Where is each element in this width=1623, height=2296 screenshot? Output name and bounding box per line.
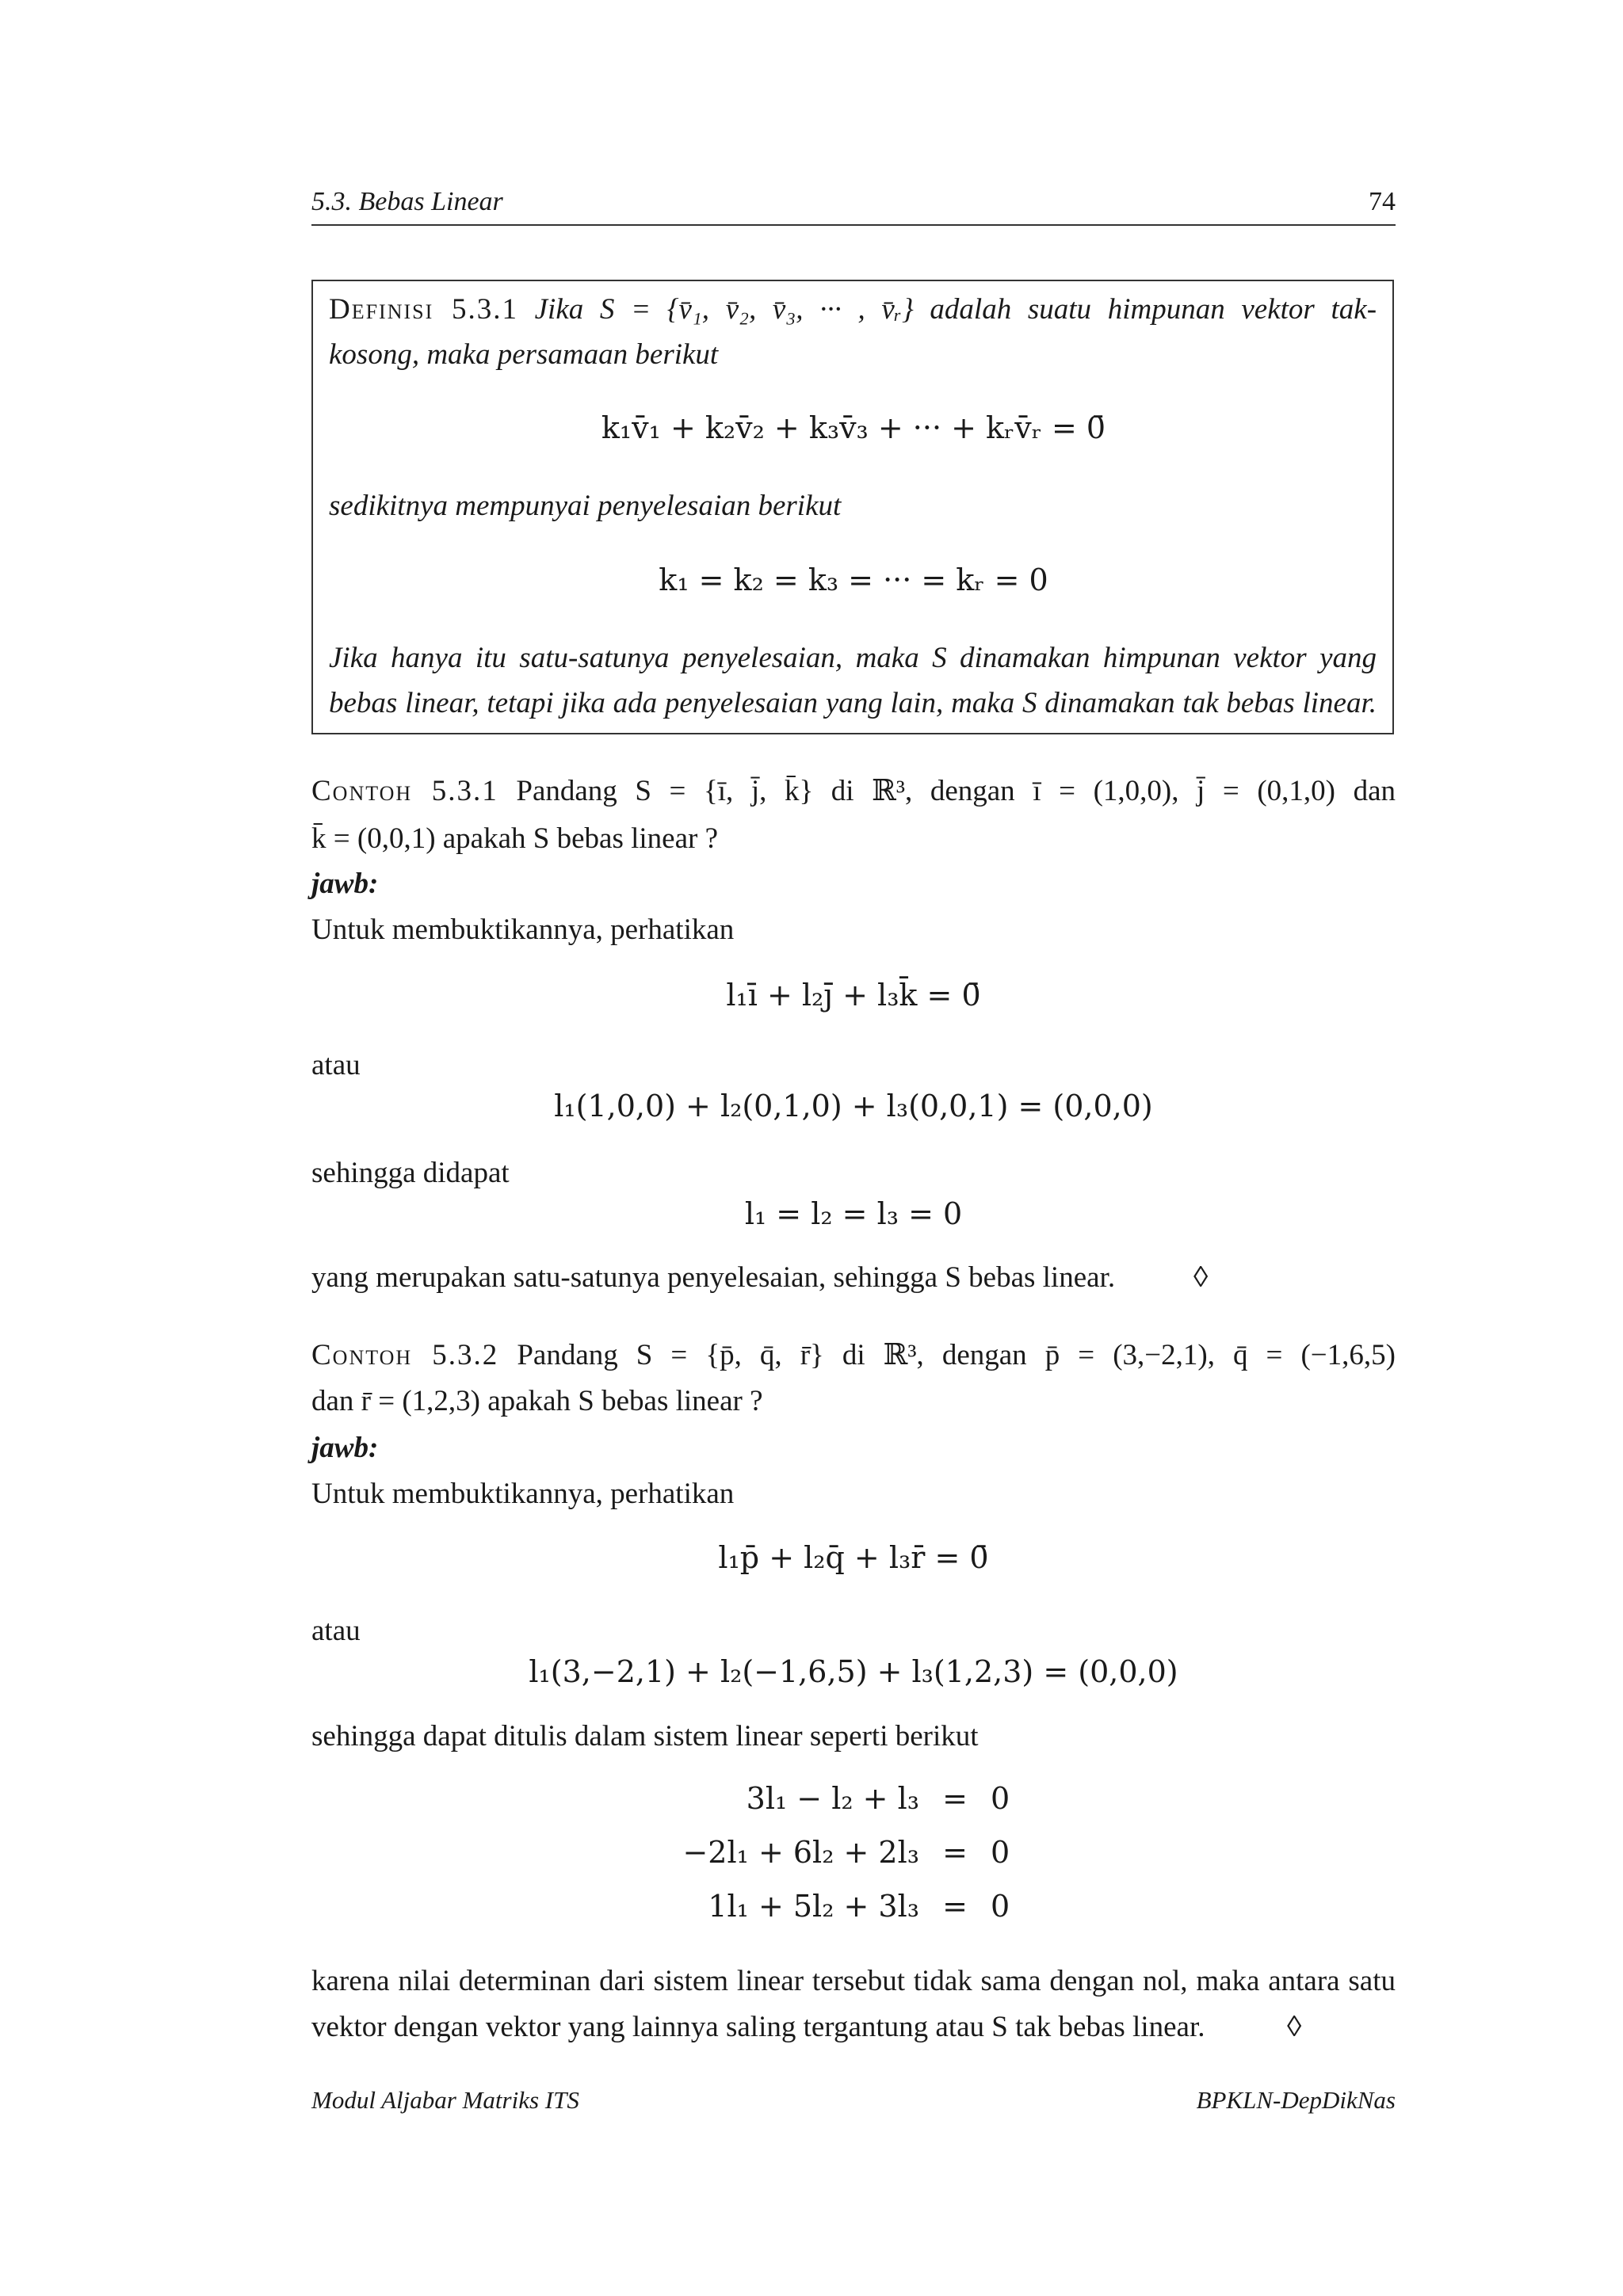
example2-label: Contoh 5.3.2 — [311, 1339, 499, 1371]
example1-conclusion: yang merupakan satu-satunya penyelesaian, sehingga S bebas linear. — [311, 1261, 1116, 1294]
example2-line-3: Untuk membuktikannya, perhatikan — [311, 1478, 735, 1510]
example2-answer-label: jawb: — [311, 1432, 379, 1464]
example1-equation-2: l₁(1,0,0) + l₂(0,1,0) + l₃(0,0,1) = (0,0,0) — [554, 1089, 1153, 1123]
example2-atau: atau — [311, 1615, 361, 1647]
definition-line-2: kosong, maka persamaan berikut — [329, 338, 719, 371]
system-eq: = — [942, 1781, 968, 1816]
example1-text-1: Pandang S = {ī, j̄, k̄} di ℝ³, dengan ī = (1,0,0), j̄ = (0,1,0) dan — [516, 775, 1396, 807]
page-number: 74 — [1369, 187, 1396, 216]
linear-system-table — [682, 1772, 1038, 1933]
footer-left: Modul Aljabar Matriks ITS — [311, 2086, 579, 2114]
running-header-section: 5.3. Bebas Linear — [311, 187, 503, 216]
example2-conclusion-1: karena nilai determinan dari sistem linear tersebut tidak sama dengan nol, maka antara satu — [311, 1965, 1396, 1997]
definition-line-5: bebas linear, tetapi jika ada penyelesaian yang lain, maka S dinamakan tak bebas linear. — [329, 687, 1377, 719]
footer-right: BPKLN-DepDikNas — [1196, 2086, 1396, 2114]
system-row — [682, 1879, 1038, 1933]
example1-line-3: Untuk membuktikannya, perhatikan — [311, 913, 735, 946]
definition-line-1 — [329, 287, 1377, 333]
example1-line-4: sehingga didapat — [311, 1157, 510, 1189]
example2-line-1 — [311, 1333, 1396, 1379]
system-eq: = — [942, 1889, 968, 1924]
definition-line-3: sedikitnya mempunyai penyelesaian berikut — [329, 490, 842, 522]
example1-end-mark: ◊ — [1193, 1261, 1209, 1294]
example1-atau: atau — [311, 1049, 361, 1081]
system-rhs: 0 — [991, 1889, 1010, 1924]
example2-end-mark: ◊ — [1287, 2011, 1302, 2043]
example2-line-2: dan r̄ = (1,2,3) apakah S bebas linear ? — [311, 1385, 763, 1417]
system-lhs: 3l₁ − l₂ + l₃ — [746, 1781, 919, 1816]
example1-equation-3: l₁ = l₂ = l₃ = 0 — [744, 1196, 963, 1231]
system-lhs: −2l₁ + 6l₂ + 2l₃ — [682, 1835, 919, 1870]
system-rhs: 0 — [991, 1781, 1010, 1816]
system-eq: = — [942, 1835, 968, 1870]
definition-line-4: Jika hanya itu satu-satunya penyelesaian, maka S dinamakan himpunan vektor yang — [329, 642, 1377, 674]
header-rule — [311, 224, 1396, 226]
example1-answer-label: jawb: — [311, 868, 379, 900]
example2-conclusion-2: vektor dengan vektor yang lainnya saling tergantung atau S tak bebas linear. — [311, 2011, 1205, 2043]
definition-text-1: Jika S = {v̄₁, v̄₂, v̄₃, ··· , v̄ᵣ} adalah suatu himpunan vektor tak- — [534, 293, 1377, 326]
definition-equation-2: k₁ = k₂ = k₃ = ··· = kᵣ = 0 — [659, 563, 1048, 597]
system-lhs: 1l₁ + 5l₂ + 3l₃ — [708, 1889, 919, 1924]
system-row — [682, 1772, 1038, 1825]
example2-equation-2: l₁(3,−2,1) + l₂(−1,6,5) + l₃(1,2,3) = (0,0,0) — [529, 1654, 1178, 1689]
example2-line-4: sehingga dapat ditulis dalam sistem linear seperti berikut — [311, 1720, 979, 1753]
system-rhs: 0 — [991, 1835, 1010, 1870]
example2-equation-1: l₁p̄ + l₂q̄ + l₃r̄ = 0̄ — [718, 1540, 989, 1575]
example2-text-1: Pandang S = {p̄, q̄, r̄} di ℝ³, dengan p̄ = (3,−2,1), q̄ = (−1,6,5) — [517, 1339, 1396, 1371]
definition-label: Definisi 5.3.1 — [329, 293, 518, 326]
example1-line-2: k̄ = (0,0,1) apakah S bebas linear ? — [311, 822, 718, 855]
example1-line-1 — [311, 769, 1396, 814]
definition-equation-1: k₁v̄₁ + k₂v̄₂ + k₃v̄₃ + ··· + kᵣv̄ᵣ = 0̄ — [601, 410, 1106, 445]
linear-system — [682, 1772, 1078, 1933]
example1-label: Contoh 5.3.1 — [311, 775, 498, 807]
example1-equation-1: l₁ī + l₂j̄ + l₃k̄ = 0̄ — [726, 978, 981, 1013]
system-row — [682, 1825, 1038, 1879]
